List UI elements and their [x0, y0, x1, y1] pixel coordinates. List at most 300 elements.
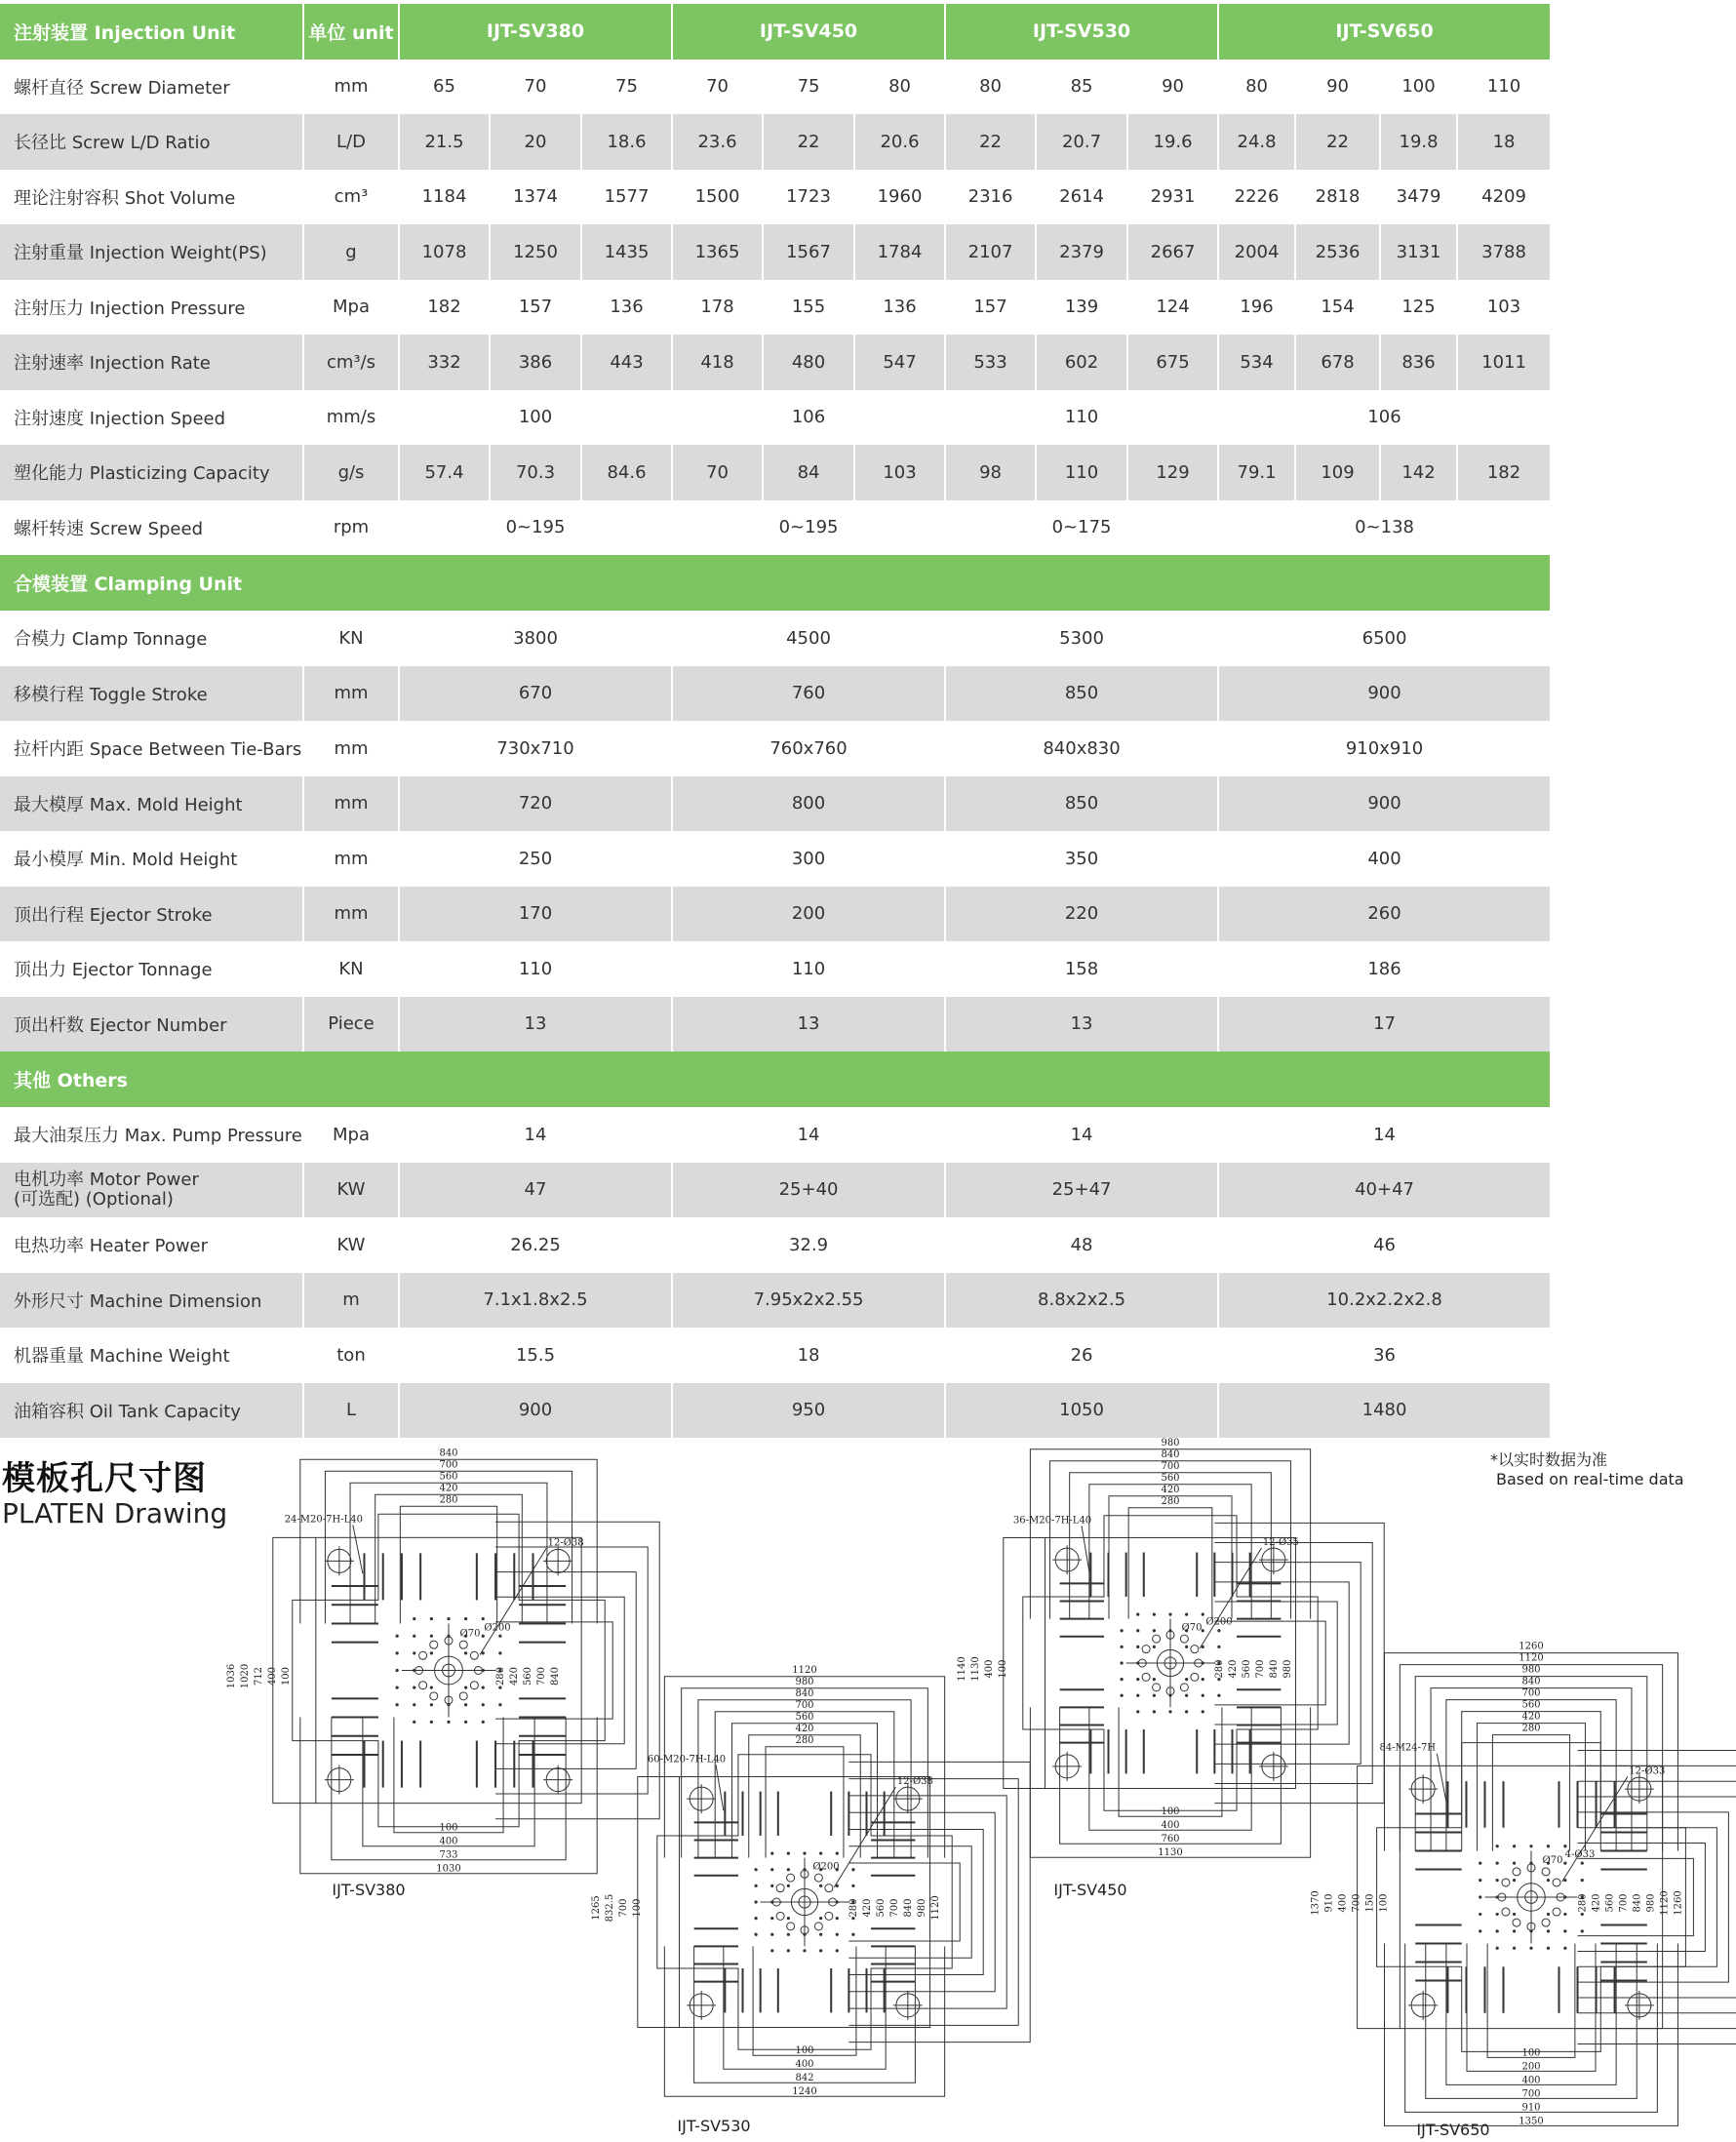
section-label: 其他 Others [0, 1051, 1551, 1107]
right-dimension: 700 [1618, 1893, 1630, 1913]
top-dimension: 840 [1161, 1448, 1180, 1460]
left-dimension: 400 [1337, 1893, 1349, 1913]
value-cell: 0~195 [672, 500, 945, 556]
top-dimension: 280 [439, 1494, 458, 1506]
section-others [0, 1051, 1551, 1107]
model-header: IJT-SV450 [672, 4, 945, 60]
left-dimension: 100 [997, 1659, 1008, 1679]
value-cell: 110 [1036, 445, 1127, 500]
top-dimension: 700 [795, 1699, 814, 1711]
row-unit: KW [303, 1163, 399, 1218]
value-cell: 84.6 [581, 445, 672, 500]
value-cell: 14 [945, 1107, 1218, 1163]
value-cell: 158 [945, 941, 1218, 997]
right-dimension: 280 [1213, 1659, 1225, 1679]
row-label: 外形尺寸 Machine Dimension [0, 1273, 303, 1329]
section-label-injection: 注射装置 Injection Unit [0, 4, 303, 60]
left-dimension: 100 [1378, 1893, 1390, 1913]
value-cell: 103 [854, 445, 945, 500]
value-cell: 22 [1295, 114, 1380, 170]
value-cell: 678 [1295, 335, 1380, 390]
left-dimension: 700 [1351, 1893, 1362, 1913]
center-callout: Ø200 [812, 1861, 840, 1873]
value-cell: 1011 [1457, 335, 1551, 390]
value-cell: 136 [854, 280, 945, 336]
value-cell: 47 [399, 1163, 672, 1218]
value-cell: 480 [763, 335, 854, 390]
top-dimension: 980 [795, 1676, 814, 1687]
value-cell: 3479 [1380, 170, 1457, 225]
spec-table [0, 4, 1552, 1438]
table-row [0, 1107, 1551, 1163]
value-cell: 4500 [672, 611, 945, 666]
top-dimension: 280 [795, 1734, 814, 1746]
value-cell: 20.6 [854, 114, 945, 170]
table-row [0, 1217, 1551, 1273]
value-cell: 1250 [490, 224, 581, 280]
value-cell: 57.4 [399, 445, 490, 500]
value-cell: 36 [1218, 1328, 1551, 1383]
value-cell: 220 [945, 887, 1218, 942]
hole-callout: 36-M20-7H-L40 [1012, 1515, 1092, 1527]
right-dimension: 560 [1604, 1893, 1616, 1913]
top-dimension: 560 [439, 1471, 458, 1483]
value-cell: 100 [399, 390, 672, 446]
table-row [0, 666, 1551, 722]
bottom-dimension: 1030 [436, 1863, 461, 1875]
value-cell: 418 [672, 335, 763, 390]
value-cell: 3800 [399, 611, 672, 666]
value-cell: 110 [945, 390, 1218, 446]
value-cell: 136 [581, 280, 672, 336]
right-dimension: 420 [509, 1666, 521, 1686]
value-cell: 21.5 [399, 114, 490, 170]
value-cell: 1050 [945, 1383, 1218, 1439]
value-cell: 20.7 [1036, 114, 1127, 170]
row-label: 最小模厚 Min. Mold Height [0, 831, 303, 887]
drawing-title-en: PLATEN Drawing [2, 1497, 228, 1529]
value-cell: 900 [1218, 666, 1551, 722]
value-cell: 300 [672, 831, 945, 887]
value-cell: 13 [945, 997, 1218, 1052]
drawing-title [2, 1451, 227, 1529]
row-unit: KW [303, 1217, 399, 1273]
value-cell: 250 [399, 831, 672, 887]
top-dimension: 420 [1161, 1484, 1180, 1495]
section-clamping [0, 555, 1551, 611]
value-cell: 18 [672, 1328, 945, 1383]
value-cell: 186 [1218, 941, 1551, 997]
right-dimension: 280 [848, 1898, 859, 1918]
table-row [0, 1273, 1551, 1329]
left-dimension: 1140 [956, 1656, 967, 1682]
value-cell: 157 [945, 280, 1036, 336]
left-dimension: 700 [617, 1898, 629, 1918]
value-cell: 22 [763, 114, 854, 170]
value-cell: 850 [945, 666, 1218, 722]
center-callout: 4-Ø33 [1564, 1849, 1596, 1861]
left-dimension: 150 [1364, 1893, 1376, 1913]
right-dimension: 980 [916, 1898, 927, 1918]
row-unit: L [303, 1383, 399, 1439]
value-cell: 182 [399, 280, 490, 336]
value-cell: 2316 [945, 170, 1036, 225]
value-cell: 1374 [490, 170, 581, 225]
bottom-dimension: 200 [1521, 2061, 1541, 2073]
center-callout: Ø70 [459, 1628, 481, 1640]
row-unit: Mpa [303, 1107, 399, 1163]
value-cell: 800 [672, 776, 945, 832]
value-cell: 75 [581, 60, 672, 115]
value-cell: 386 [490, 335, 581, 390]
table-row [0, 721, 1551, 776]
value-cell: 17 [1218, 997, 1551, 1052]
table-row [0, 887, 1551, 942]
value-cell: 7.1x1.8x2.5 [399, 1273, 672, 1329]
row-label: 注射速率 Injection Rate [0, 335, 303, 390]
bottom-dimension: 100 [795, 2045, 814, 2057]
top-dimension: 840 [1521, 1676, 1541, 1687]
value-cell: 2379 [1036, 224, 1127, 280]
left-dimension: 400 [983, 1659, 995, 1679]
right-dimension: 420 [1227, 1659, 1239, 1679]
top-dimension: 420 [1521, 1711, 1541, 1723]
model-header: IJT-SV530 [945, 4, 1218, 60]
row-unit: mm [303, 776, 399, 832]
value-cell: 84 [763, 445, 854, 500]
top-dimension: 560 [1161, 1472, 1180, 1484]
value-cell: 142 [1380, 445, 1457, 500]
table-row [0, 335, 1551, 390]
row-unit: mm/s [303, 390, 399, 446]
value-cell: 2614 [1036, 170, 1127, 225]
bottom-dimension: 400 [439, 1836, 458, 1847]
row-label: 顶出力 Ejector Tonnage [0, 941, 303, 997]
value-cell: 98 [945, 445, 1036, 500]
bottom-dimension: 1130 [1158, 1847, 1183, 1859]
value-cell: 200 [672, 887, 945, 942]
platen-drawing [1307, 1641, 1736, 2139]
value-cell: 48 [945, 1217, 1218, 1273]
value-cell: 79.1 [1218, 445, 1295, 500]
value-cell: 1577 [581, 170, 672, 225]
value-cell: 103 [1457, 280, 1551, 336]
top-dimension: 420 [439, 1483, 458, 1494]
table-header-row [0, 4, 1551, 60]
drawing-title-cn: 模板孔尺寸图 [2, 1459, 207, 1498]
table-row [0, 280, 1551, 336]
row-label: 合模力 Clamp Tonnage [0, 611, 303, 666]
row-label: 螺杆直径 Screw Diameter [0, 60, 303, 115]
row-label-line: 电机功率 Motor Power [14, 1169, 199, 1190]
value-cell: 110 [399, 941, 672, 997]
value-cell: 900 [1218, 776, 1551, 832]
table-row [0, 997, 1551, 1052]
row-label: 电热功率 Heater Power [0, 1217, 303, 1273]
top-dimension: 1120 [1519, 1652, 1544, 1664]
value-cell: 850 [945, 776, 1218, 832]
bottom-dimension: 842 [795, 2073, 814, 2084]
hole-callout: 60-M20-7H-L40 [647, 1754, 727, 1765]
value-cell: 2107 [945, 224, 1036, 280]
value-cell: 1078 [399, 224, 490, 280]
right-dimension: 1120 [1659, 1890, 1671, 1916]
right-dimension: 840 [1632, 1893, 1643, 1913]
left-dimension: 100 [631, 1898, 643, 1918]
left-dimension: 1370 [1310, 1890, 1322, 1916]
value-cell: 124 [1127, 280, 1218, 336]
table-row [0, 611, 1551, 666]
value-cell: 533 [945, 335, 1036, 390]
platen-caption: IJT-SV450 [1053, 1881, 1127, 1899]
row-label: 拉杆内距 Space Between Tie-Bars [0, 721, 303, 776]
value-cell: 23.6 [672, 114, 763, 170]
value-cell: 0~175 [945, 500, 1218, 556]
value-cell: 950 [672, 1383, 945, 1439]
center-callout: Ø70 [1542, 1855, 1563, 1867]
table-row [0, 170, 1551, 225]
right-dimension: 560 [523, 1666, 534, 1686]
table-row [0, 445, 1551, 500]
right-dimension: 420 [1591, 1893, 1602, 1913]
bottom-dimension: 400 [1161, 1820, 1180, 1832]
row-unit: mm [303, 721, 399, 776]
value-cell: 25+47 [945, 1163, 1218, 1218]
value-cell: 70.3 [490, 445, 581, 500]
value-cell: 1435 [581, 224, 672, 280]
table-row [0, 60, 1551, 115]
row-unit: cm³/s [303, 335, 399, 390]
left-dimension: 400 [266, 1666, 278, 1686]
right-dimension: 560 [875, 1898, 887, 1918]
value-cell: 602 [1036, 335, 1127, 390]
top-dimension: 420 [795, 1723, 814, 1734]
bore-callout: 12-Ø35 [1262, 1537, 1299, 1549]
row-label: 顶出行程 Ejector Stroke [0, 887, 303, 942]
value-cell: 129 [1127, 445, 1218, 500]
top-dimension: 560 [1521, 1699, 1541, 1711]
top-dimension: 280 [1161, 1495, 1180, 1507]
top-dimension: 700 [1161, 1460, 1180, 1472]
value-cell: 24.8 [1218, 114, 1295, 170]
right-dimension: 980 [1282, 1659, 1293, 1679]
row-unit: g/s [303, 445, 399, 500]
note-en: Based on real-time data [1496, 1470, 1684, 1488]
value-cell: 1567 [763, 224, 854, 280]
value-cell: 32.9 [672, 1217, 945, 1273]
bottom-dimension: 400 [1521, 2075, 1541, 2086]
right-dimension: 420 [861, 1898, 873, 1918]
left-dimension: 712 [253, 1666, 264, 1686]
table-row [0, 941, 1551, 997]
value-cell: 13 [672, 997, 945, 1052]
value-cell: 2818 [1295, 170, 1380, 225]
value-cell: 900 [399, 1383, 672, 1439]
bottom-dimension: 733 [439, 1849, 458, 1861]
bottom-dimension: 1240 [792, 2086, 817, 2098]
value-cell: 125 [1380, 280, 1457, 336]
value-cell: 534 [1218, 335, 1295, 390]
value-cell: 910x910 [1218, 721, 1551, 776]
value-cell: 70 [672, 445, 763, 500]
top-dimension: 280 [1521, 1723, 1541, 1734]
value-cell: 1723 [763, 170, 854, 225]
row-label: 顶出杆数 Ejector Number [0, 997, 303, 1052]
value-cell: 157 [490, 280, 581, 336]
row-unit: mm [303, 831, 399, 887]
row-label-line: (可选配) (Optional) [14, 1188, 174, 1210]
bottom-dimension: 1350 [1519, 2116, 1544, 2127]
center-callout: Ø200 [1205, 1616, 1233, 1628]
table-row [0, 776, 1551, 832]
value-cell: 90 [1127, 60, 1218, 115]
right-dimension: 280 [495, 1666, 507, 1686]
right-dimension: 1260 [1673, 1890, 1684, 1916]
value-cell: 675 [1127, 335, 1218, 390]
top-dimension: 980 [1521, 1664, 1541, 1676]
row-label: 油箱容积 Oil Tank Capacity [0, 1383, 303, 1439]
platen-caption: IJT-SV530 [677, 2117, 751, 2135]
table-row [0, 390, 1551, 446]
value-cell: 14 [672, 1107, 945, 1163]
value-cell: 26 [945, 1328, 1218, 1383]
value-cell: 836 [1380, 335, 1457, 390]
left-dimension: 832.5 [604, 1893, 615, 1923]
value-cell: 1480 [1218, 1383, 1551, 1439]
value-cell: 10.2x2.2x2.8 [1218, 1273, 1551, 1329]
platen-caption: IJT-SV650 [1416, 2121, 1490, 2139]
row-label: 移模行程 Toggle Stroke [0, 666, 303, 722]
value-cell: 5300 [945, 611, 1218, 666]
platen-caption: IJT-SV380 [332, 1881, 406, 1899]
row-unit: g [303, 224, 399, 280]
value-cell: 332 [399, 335, 490, 390]
row-unit: KN [303, 941, 399, 997]
left-dimension: 1020 [239, 1663, 251, 1689]
value-cell: 1784 [854, 224, 945, 280]
table-row [0, 1383, 1551, 1439]
value-cell: 1500 [672, 170, 763, 225]
hole-callout: 84-M24-7H [1379, 1742, 1437, 1754]
bottom-dimension: 760 [1161, 1834, 1180, 1845]
right-dimension: 560 [1241, 1659, 1252, 1679]
value-cell: 182 [1457, 445, 1551, 500]
value-cell: 90 [1295, 60, 1380, 115]
model-header: IJT-SV380 [399, 4, 672, 60]
value-cell: 1960 [854, 170, 945, 225]
value-cell: 3788 [1457, 224, 1551, 280]
value-cell: 75 [763, 60, 854, 115]
left-dimension: 1265 [590, 1895, 602, 1921]
value-cell: 400 [1218, 831, 1551, 887]
value-cell: 25+40 [672, 1163, 945, 1218]
value-cell: 2004 [1218, 224, 1295, 280]
top-dimension: 840 [439, 1448, 458, 1459]
value-cell: 443 [581, 335, 672, 390]
value-cell: 6500 [1218, 611, 1551, 666]
bottom-dimension: 100 [1161, 1806, 1180, 1818]
value-cell: 80 [854, 60, 945, 115]
value-cell: 100 [1380, 60, 1457, 115]
bore-callout: 12-Ø38 [547, 1537, 584, 1549]
row-label: 螺杆转速 Screw Speed [0, 500, 303, 556]
bottom-dimension: 100 [1521, 2047, 1541, 2059]
value-cell: 2536 [1295, 224, 1380, 280]
right-dimension: 700 [1254, 1659, 1266, 1679]
value-cell: 13 [399, 997, 672, 1052]
value-cell: 106 [1218, 390, 1551, 446]
row-label: 注射压力 Injection Pressure [0, 280, 303, 336]
value-cell: 0~195 [399, 500, 672, 556]
value-cell: 85 [1036, 60, 1127, 115]
unit-header: 单位 unit [303, 4, 399, 60]
value-cell: 19.8 [1380, 114, 1457, 170]
row-label: 机器重量 Machine Weight [0, 1328, 303, 1383]
value-cell: 70 [672, 60, 763, 115]
left-dimension: 1036 [225, 1663, 237, 1689]
left-dimension: 910 [1323, 1893, 1335, 1913]
right-dimension: 1120 [929, 1895, 941, 1921]
value-cell: 350 [945, 831, 1218, 887]
top-dimension: 700 [439, 1459, 458, 1471]
value-cell: 7.95x2x2.55 [672, 1273, 945, 1329]
value-cell: 196 [1218, 280, 1295, 336]
right-dimension: 980 [1645, 1893, 1657, 1913]
row-label: 最大模厚 Max. Mold Height [0, 776, 303, 832]
value-cell: 3131 [1380, 224, 1457, 280]
value-cell: 154 [1295, 280, 1380, 336]
bottom-dimension: 400 [795, 2059, 814, 2071]
row-unit: Mpa [303, 280, 399, 336]
note-cn: *以实时数据为准 [1490, 1450, 1608, 1469]
top-dimension: 980 [1161, 1437, 1180, 1448]
row-label: 长径比 Screw L/D Ratio [0, 114, 303, 170]
value-cell: 109 [1295, 445, 1380, 500]
value-cell: 18 [1457, 114, 1551, 170]
table-row [0, 1163, 1551, 1218]
value-cell: 15.5 [399, 1328, 672, 1383]
value-cell: 106 [672, 390, 945, 446]
value-cell: 730x710 [399, 721, 672, 776]
top-dimension: 1120 [792, 1664, 817, 1676]
section-label: 合模装置 Clamping Unit [0, 555, 1551, 611]
right-dimension: 700 [888, 1898, 900, 1918]
value-cell: 170 [399, 887, 672, 942]
value-cell: 80 [945, 60, 1036, 115]
center-callout: Ø200 [484, 1622, 511, 1634]
value-cell: 260 [1218, 887, 1551, 942]
hole-callout: 24-M20-7H-L40 [284, 1514, 363, 1526]
value-cell: 19.6 [1127, 114, 1218, 170]
row-unit: Piece [303, 997, 399, 1052]
value-cell: 14 [1218, 1107, 1551, 1163]
value-cell: 155 [763, 280, 854, 336]
value-cell: 46 [1218, 1217, 1551, 1273]
bore-callout: 12-Ø33 [1629, 1765, 1666, 1777]
value-cell: 4209 [1457, 170, 1551, 225]
value-cell: 547 [854, 335, 945, 390]
value-cell: 14 [399, 1107, 672, 1163]
model-header: IJT-SV650 [1218, 4, 1551, 60]
row-unit: cm³ [303, 170, 399, 225]
row-unit: rpm [303, 500, 399, 556]
row-label: 注射重量 Injection Weight(PS) [0, 224, 303, 280]
platen-svg [1307, 1641, 1736, 2127]
table-row [0, 500, 1551, 556]
bottom-dimension: 910 [1521, 2102, 1541, 2114]
table-row [0, 114, 1551, 170]
value-cell: 65 [399, 60, 490, 115]
